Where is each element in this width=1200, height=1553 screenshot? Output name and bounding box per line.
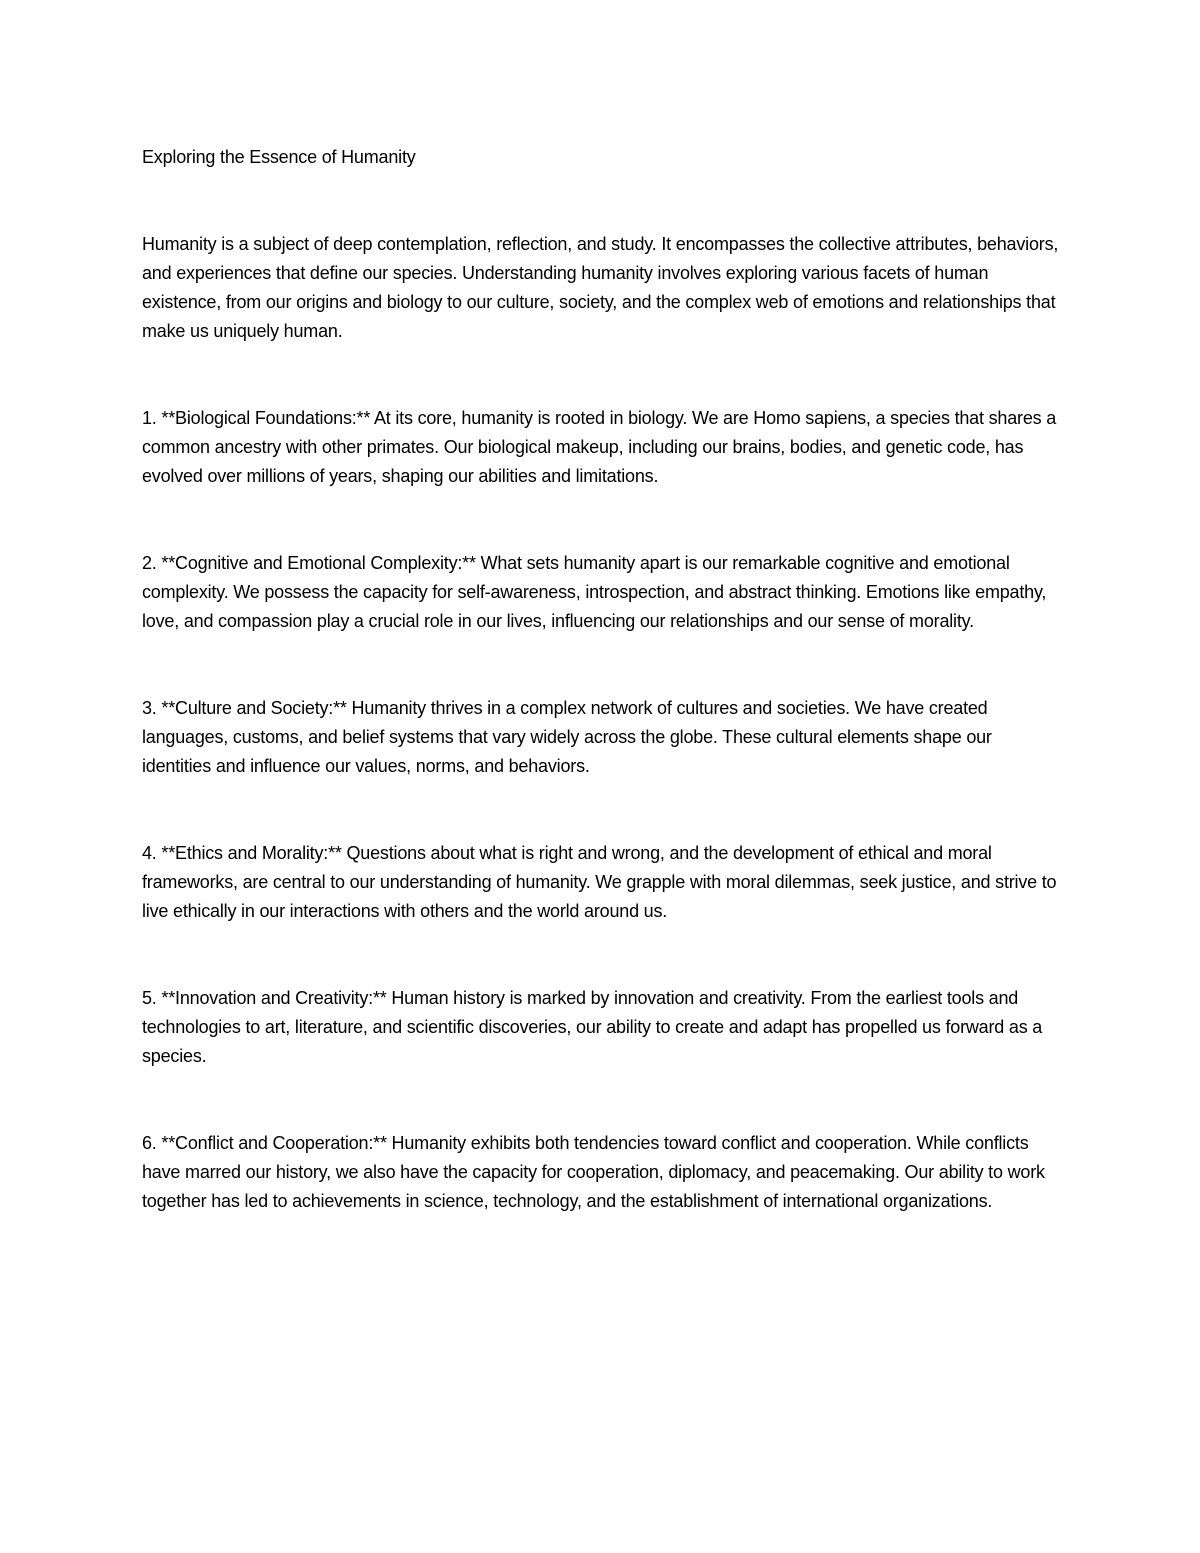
section-paragraph-ethics-morality: 4. **Ethics and Morality:** Questions about what is right and wrong, and the development of ethical and moral frameworks, are central to our understanding of humanity. We grapple with moral dilemmas, seek justice, and strive to live ethically in our interactions with others and the world around us. [142,843,1057,921]
section-paragraph-cognitive-emotional-complexity: 2. **Cognitive and Emotional Complexity:** What sets humanity apart is our remarkable cognitive and emotional complexity. We possess the capacity for self-awareness, introspection, and abstract thinking. Emotions like empathy, love, and compassion play a crucial role in our lives, influencing our relationships and our sense of morality. [142,553,1047,631]
section-paragraph-biological-foundations: 1. **Biological Foundations:** At its core, humanity is rooted in biology. We are Homo sapiens, a species that shares a common ancestry with other primates. Our biological makeup, including our brains, bodies, and genetic code, has evolved over millions of years, shaping our abilities and limitations. [142,408,1057,486]
intro-paragraph: Humanity is a subject of deep contemplation, reflection, and study. It encompasses the collective attributes, behaviors, and experiences that define our species. Understanding humanity involves exploring various facets of human existence, from our origins and biology to our culture, society, and the complex web of emotions and relationships that make us uniquely human. [142,234,1059,341]
section-paragraph-conflict-cooperation: 6. **Conflict and Cooperation:** Humanity exhibits both tendencies toward conflict and cooperation. While conflicts have marred our history, we also have the capacity for cooperation, diplomacy, and peacemaking. Our ability to work together has led to achievements in science, technology, and the establishment of international organizations. [142,1133,1045,1211]
section-paragraph-culture-society: 3. **Culture and Society:** Humanity thrives in a complex network of cultures and societies. We have created languages, customs, and belief systems that vary widely across the globe. These cultural elements shape our identities and influence our values, norms, and behaviors. [142,698,992,776]
document-body [142,143,1062,1216]
document-title: Exploring the Essence of Humanity [142,147,416,167]
section-paragraph-innovation-creativity: 5. **Innovation and Creativity:** Human history is marked by innovation and creativity. From the earliest tools and technologies to art, literature, and scientific discoveries, our ability to create and adapt has propelled us forward as a species. [142,988,1043,1066]
